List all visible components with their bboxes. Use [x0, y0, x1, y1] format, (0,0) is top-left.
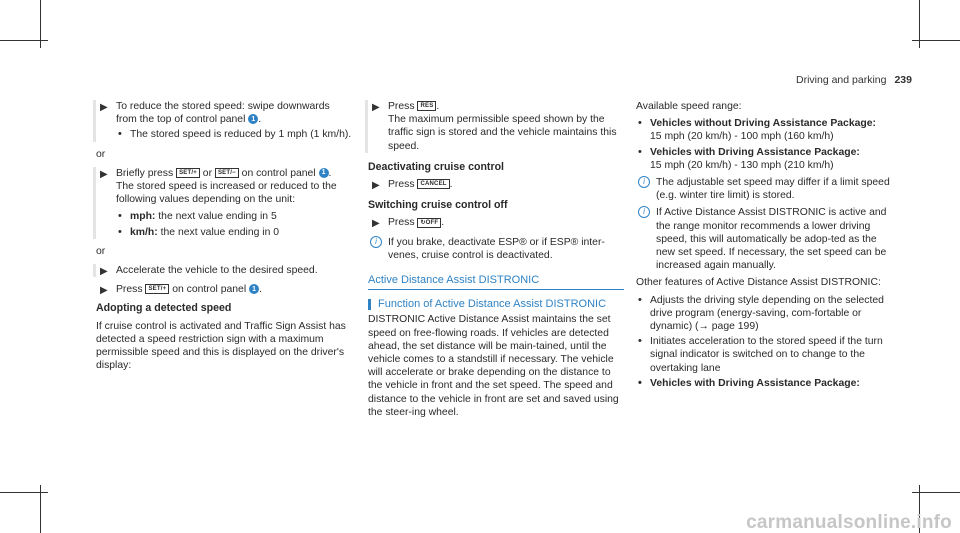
paragraph: Available speed range: — [636, 101, 742, 112]
info-note: i If Active Distance Assist DISTRONIC is active and the range monitor recommends a lower driving speed, this will automatically be adop-ted as the new set speed. If necessary, the set speed can be increased again manually. — [636, 206, 892, 272]
step-arrow-icon: ▶ — [100, 102, 108, 113]
or-label: or — [96, 245, 106, 257]
info-note: i The adjustable set speed may differ if a limit speed (e.g. winter tire limit) is stored. — [636, 176, 892, 202]
list-item: • Vehicles with Driving Assistance Package: 15 mph (20 km/h) - 130 mph (210 km/h) — [636, 146, 892, 172]
section-title: Active Distance Assist DISTRONIC — [368, 274, 624, 290]
step-result-text: The maximum permissible speed shown by the traffic sign is stored and the vehicle maintains this speed. — [388, 114, 617, 152]
callout-1: 1 — [249, 284, 259, 294]
list-item: • The stored speed is reduced by 1 mph (1 km/h). — [116, 128, 352, 141]
list-item: • Vehicles with Driving Assistance Package: — [636, 377, 892, 390]
info-icon: i — [638, 206, 650, 218]
step-arrow-icon: ▶ — [372, 102, 380, 113]
subsection-title: Function of Active Distance Assist DISTRONIC — [368, 298, 624, 311]
cruise-off-key-icon: ↻OFF — [417, 218, 441, 228]
info-icon: i — [638, 176, 650, 188]
step-press-res: ▶ Press RES . The maximum permissible speed shown by the traffic sign is stored and the vehicle maintains this speed. — [365, 100, 624, 153]
step-reduce-speed: ▶ To reduce the stored speed: swipe downwards from the top of control panel 1 . • The stored speed is reduced by 1 mph (1 km/h). — [93, 100, 352, 142]
step-arrow-icon: ▶ — [100, 168, 108, 180]
crop-mark — [912, 40, 960, 41]
step-arrow-icon: ▶ — [372, 180, 380, 192]
step-arrow-icon: ▶ — [100, 266, 108, 278]
paragraph: If cruise control is activated and Traffic Sign Assist has detected a speed restriction sign with a maximum permissible speed and this is displayed on the driver's display: — [96, 320, 346, 372]
step-result-text: The stored speed is increased or reduced to the following values depending on the unit: — [116, 181, 337, 206]
list-item: • Initiates acceleration to the stored speed if the turn signal indicator is switched on to change to the overtaking lane — [636, 335, 892, 375]
step-press-set-plus: ▶ Press SET/+ on control panel 1 . — [100, 284, 262, 297]
info-icon: i — [370, 236, 382, 248]
page-header — [796, 74, 912, 87]
section-heading: Deactivating cruise control — [368, 160, 504, 173]
step-press-set: ▶ Briefly press SET/+ or SET/− on control panel 1 . The stored speed is increased or reduced to the following values depending on the unit: • mph: the next value ending in 5 • km/h: the next value ending in 0 — [93, 167, 352, 239]
callout-1: 1 — [319, 168, 329, 178]
crop-mark — [0, 492, 48, 493]
column-right — [636, 100, 892, 392]
info-note: i If you brake, deactivate ESP® or if ESP® inter-venes, cruise control is deactivated. — [368, 236, 624, 262]
column-middle — [368, 100, 624, 423]
step-press-cancel: ▶ Press CANCEL . — [372, 179, 453, 192]
set-minus-key-icon: SET/− — [215, 168, 239, 178]
watermark: carmanualsonline.info — [746, 511, 952, 533]
page-number: 239 — [894, 74, 912, 86]
list-item: • Adjusts the driving style depending on the selected drive program (energy-saving, com-fortable or dynamic) (→ page 199) — [636, 294, 892, 334]
step-accelerate: ▶ Accelerate the vehicle to the desired speed. — [93, 264, 352, 277]
cancel-key-icon: CANCEL — [417, 179, 449, 189]
paragraph: Other features of Active Distance Assist DISTRONIC: — [636, 277, 881, 289]
section-heading: Adopting a detected speed — [96, 302, 232, 315]
chapter-title: Driving and parking — [796, 74, 887, 86]
set-plus-key-icon: SET/+ — [145, 284, 169, 294]
step-press-off: ▶ Press ↻OFF . — [372, 217, 445, 230]
res-key-icon: RES — [417, 101, 436, 111]
section-heading: Switching cruise control off — [368, 199, 508, 212]
step-arrow-icon: ▶ — [100, 285, 108, 297]
callout-1: 1 — [248, 114, 258, 124]
step-arrow-icon: ▶ — [372, 218, 380, 230]
column-left — [96, 100, 352, 376]
crop-mark — [912, 492, 960, 493]
or-label: or — [96, 148, 106, 160]
paragraph: DISTRONIC Active Distance Assist maintains the set speed on free-flowing roads. If vehicles are detected ahead, the set distance will be main-tained, until the vehicle comes to a standstill if necessary. The vehicle will accelerate or brake depending on the distance to the vehicle in front and the set speed. The speed and distance to the vehicle in front are set and saved using the steer-ing wheel. — [368, 314, 619, 418]
page-reference-link[interactable]: → page 199 — [698, 321, 756, 333]
crop-mark — [0, 40, 48, 41]
list-item: • Vehicles without Driving Assistance Package: 15 mph (20 km/h) - 100 mph (160 km/h) — [636, 117, 892, 143]
list-item: • mph: the next value ending in 5 — [116, 210, 352, 223]
set-plus-key-icon: SET/+ — [176, 168, 200, 178]
list-item: • km/h: the next value ending in 0 — [116, 226, 352, 239]
